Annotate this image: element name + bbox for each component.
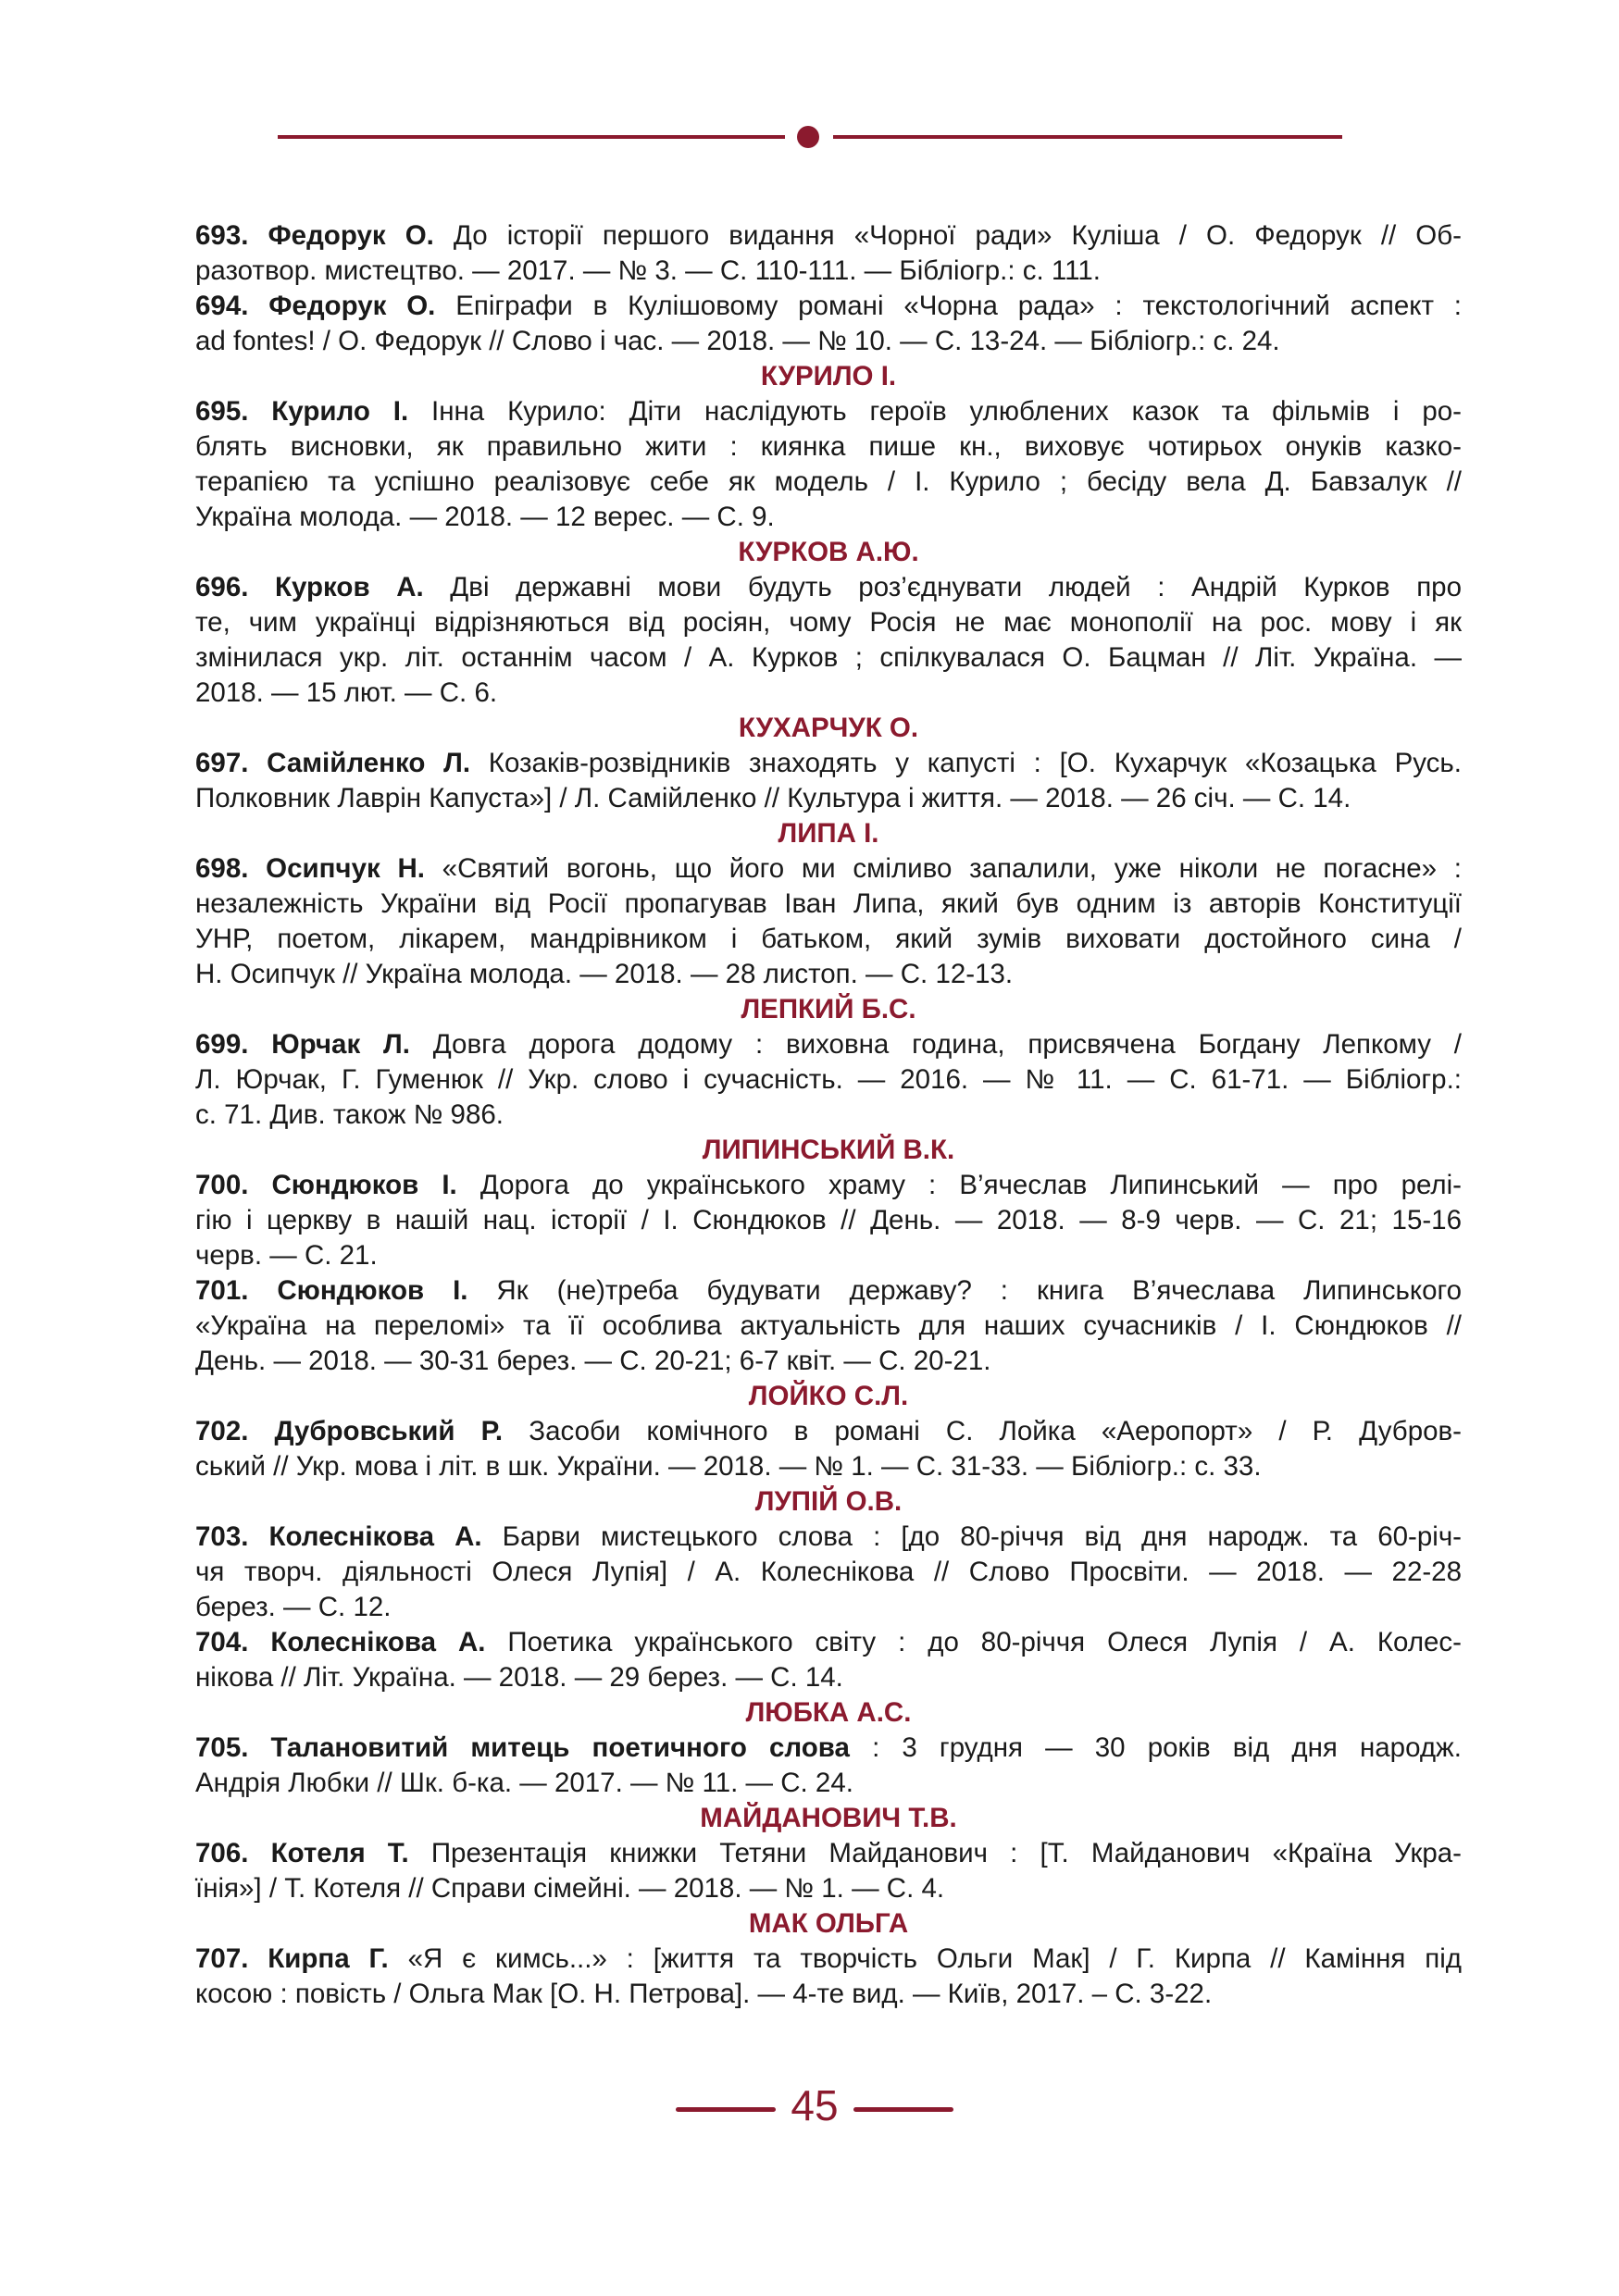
entry-line — [195, 394, 1462, 429]
section-heading: МАЙДАНОВИЧ Т.В. — [700, 1803, 957, 1833]
entry-text: Дорога до українського храму : В’ячеслав Липинський — про релі- — [456, 1170, 1462, 1200]
entry-text: с. 71. Див. також № 986. — [195, 1099, 504, 1130]
entry-text: разотвор. мистецтво. — 2017. — № 3. — С. 110-111. — Бібліогр.: с. 111. — [195, 255, 1101, 286]
ornament-line-left — [278, 135, 785, 139]
bibliography-entry — [195, 1836, 1462, 1906]
bibliography-entry — [195, 1027, 1462, 1133]
entry-line — [195, 1871, 1462, 1906]
entry-line — [195, 957, 1462, 992]
entry-line — [195, 851, 1462, 887]
bibliography-entry — [195, 1273, 1462, 1379]
entry-line — [195, 781, 1462, 816]
entry-line — [195, 1766, 1462, 1801]
entry-text: Епіграфи в Кулішовому романі «Чорна рада» : текстологічний аспект : — [435, 291, 1463, 321]
section-heading: ЛУПІЙ О.В. — [754, 1486, 903, 1517]
entry-author: 702. Дубровський Р. — [195, 1416, 504, 1446]
entry-author: 704. Колеснікова А. — [195, 1627, 486, 1657]
entry-text: УНР, поетом, лікарем, мандрівником і батьком, який зумів виховати достойного сина / — [195, 924, 1462, 954]
bibliography-entry — [195, 1168, 1462, 1273]
entry-line — [195, 1098, 1462, 1133]
entry-text: 2018. — 15 лют. — С. 6. — [195, 677, 498, 708]
entry-text: чя творч. діяльності Олеся Лупія] / А. Колеснікова // Слово Просвіти. — 2018. — 22-28 — [195, 1557, 1462, 1587]
entry-line — [195, 218, 1462, 254]
entry-text: Л. Юрчак, Г. Гуменюк // Укр. слово і сучасність. — 2016. — № 11. — С. 61-71. — Бібліогр.: — [195, 1064, 1462, 1095]
entry-line — [195, 1731, 1462, 1766]
page-footer — [0, 2080, 1619, 2136]
section-heading: КУХАРЧУК О. — [738, 713, 919, 743]
section-heading: КУРКОВ А.Ю. — [738, 537, 919, 567]
entry-text: черв. — С. 21. — [195, 1240, 378, 1271]
entry-line — [195, 1555, 1462, 1590]
entry-line — [195, 640, 1462, 676]
entry-text: Україна молода. — 2018. — 12 верес. — С. 9. — [195, 502, 775, 532]
entry-text: Довга дорога додому : виховна година, присвячена Богдану Лепкому / — [409, 1029, 1462, 1060]
entry-line — [195, 922, 1462, 957]
entry-author: 695. Курило І. — [195, 396, 409, 427]
entry-line — [195, 1273, 1462, 1309]
bibliography-entry — [195, 289, 1462, 359]
entry-line — [195, 746, 1462, 781]
entry-text: гію і церкву в нашій нац. історії / І. Сюндюков // День. — 2018. — 8-9 черв. — С. 21; 15-16 — [195, 1205, 1462, 1235]
entry-text: ський // Укр. мова і літ. в шк. України. — 2018. — № 1. — С. 31-33. — Бібліогр.: с. 33. — [195, 1451, 1262, 1482]
entry-line — [195, 1203, 1462, 1238]
entry-line — [195, 429, 1462, 465]
entry-text: Козаків-розвідників знаходять у капусті : [О. Кухарчук «Козацька Русь. — [470, 748, 1462, 778]
section-heading: ЛОЙКО С.Л. — [748, 1381, 909, 1411]
entry-line — [195, 1238, 1462, 1273]
entry-text: День. — 2018. — 30-31 берез. — С. 20-21; 6-7 квіт. — С. 20-21. — [195, 1346, 991, 1376]
entry-author: 705. Талановитий митець поетичного слова — [195, 1732, 850, 1763]
entry-text: Засоби комічного в романі С. Лойка «Аеропорт» / Р. Дубров- — [503, 1416, 1462, 1446]
bibliography-entry — [195, 1520, 1462, 1625]
bibliography-entry — [195, 1942, 1462, 2012]
entry-text: косою : повість / Ольга Мак [О. Н. Петрова]. — 4-те вид. — Київ, 2017. – С. 3-22. — [195, 1979, 1213, 2009]
section-heading: ЛИПИНСЬКИЙ В.К. — [702, 1135, 955, 1165]
bibliography-entry — [195, 746, 1462, 816]
bibliography-entry — [195, 1625, 1462, 1695]
entry-line — [195, 1520, 1462, 1555]
entry-line — [195, 1062, 1462, 1098]
entry-line — [195, 1168, 1462, 1203]
section-heading: ЛИПА І. — [778, 818, 879, 849]
entry-line — [195, 1660, 1462, 1695]
bibliography-list — [195, 218, 1462, 2012]
page-number: 45 — [791, 2081, 839, 2129]
section-heading: МАК ОЛЬГА — [748, 1908, 909, 1939]
entry-line — [195, 1344, 1462, 1379]
entry-text: берез. — С. 12. — [195, 1592, 392, 1622]
entry-line — [195, 289, 1462, 324]
bibliography-entry — [195, 218, 1462, 289]
entry-line — [195, 1027, 1462, 1062]
entry-text: Дві державні мови будуть роз’єднувати людей : Андрій Курков про — [423, 572, 1462, 602]
entry-line — [195, 1977, 1462, 2012]
entry-line — [195, 324, 1462, 359]
entry-text: Поетика українського світу : до 80-річчя Олеся Лупія / А. Колес- — [485, 1627, 1463, 1657]
entry-author: 700. Сюндюков І. — [195, 1170, 457, 1200]
ornament-dot — [797, 126, 819, 148]
entry-author: 703. Колеснікова А. — [195, 1521, 482, 1552]
entry-text: блять висновки, як правильно жити : киянка пише кн., виховує чотирьох онуків казко- — [195, 431, 1462, 462]
entry-text: їнія»] / Т. Котеля // Справи сімейні. — 2018. — № 1. — С. 4. — [195, 1873, 945, 1904]
entry-text: «Україна на переломі» та її особлива актуальність для наших сучасників / І. Сюндюков // — [195, 1310, 1462, 1341]
entry-line — [195, 605, 1462, 640]
entry-text: незалежність України від Росії пропагував Іван Липа, який був одним із авторів Конституції — [195, 888, 1462, 919]
entry-author: 706. Котеля Т. — [195, 1838, 409, 1868]
entry-line — [195, 1590, 1462, 1625]
section-heading: ЛЮБКА А.С. — [745, 1697, 912, 1728]
entry-line — [195, 570, 1462, 605]
entry-line — [195, 500, 1462, 535]
section-heading: ЛЕПКИЙ Б.С. — [741, 994, 916, 1024]
entry-author: 701. Сюндюков І. — [195, 1275, 468, 1306]
entry-text: : 3 грудня — 30 років від дня народж. — [849, 1732, 1462, 1763]
entry-line — [195, 1836, 1462, 1871]
entry-text: Полковник Лаврін Капуста»] / Л. Самійленко // Культура і життя. — 2018. — 26 січ. — С. 14. — [195, 783, 1351, 813]
bibliography-entry — [195, 851, 1462, 992]
entry-text: нікова // Літ. Україна. — 2018. — 29 берез. — С. 14. — [195, 1662, 843, 1693]
entry-text: Інна Курило: Діти наслідують героїв улюблених казок та фільмів і ро- — [408, 396, 1462, 427]
entry-author: 693. Федорук О. — [195, 220, 434, 251]
entry-line — [195, 1942, 1462, 1977]
entry-line — [195, 676, 1462, 711]
entry-line — [195, 254, 1462, 289]
ornament-line-right — [833, 135, 1342, 139]
section-heading: КУРИЛО І. — [760, 361, 897, 391]
entry-author: 697. Самійленко Л. — [195, 748, 471, 778]
entry-author: 707. Кирпа Г. — [195, 1943, 389, 1974]
entry-line — [195, 1625, 1462, 1660]
bibliography-entry — [195, 394, 1462, 535]
footer-line-right — [853, 2107, 953, 2112]
entry-text: «Я є кимсь...» : [життя та творчість Ольги Мак] / Г. Кирпа // Каміння під — [388, 1943, 1462, 1974]
entry-author: 699. Юрчак Л. — [195, 1029, 410, 1060]
entry-text: терапією та успішно реалізовує себе як модель / І. Курило ; бесіду вела Д. Бавзалук // — [195, 466, 1462, 497]
bibliography-entry — [195, 570, 1462, 711]
entry-text: Андрія Любки // Шк. б-ка. — 2017. — № 11. — С. 24. — [195, 1768, 853, 1798]
footer-line-left — [676, 2107, 776, 2112]
top-ornament — [278, 126, 1342, 148]
entry-text: До історії першого видання «Чорної ради» Куліша / О. Федорук // Об- — [433, 220, 1462, 251]
entry-author: 696. Курков А. — [195, 572, 424, 602]
entry-text: ad fontes! / О. Федорук // Слово і час. — 2018. — № 10. — С. 13-24. — Бібліогр.: с. 24. — [195, 326, 1280, 356]
entry-author: 698. Осипчук Н. — [195, 853, 425, 884]
entry-line — [195, 1309, 1462, 1344]
entry-author: 694. Федорук О. — [195, 291, 436, 321]
entry-text: те, чим українці відрізняються від росіян, чому Росія не має монополії на рос. мову і як — [195, 607, 1462, 638]
bibliography-entry — [195, 1414, 1462, 1484]
entry-text: «Святий вогонь, що його ми сміливо запалили, уже ніколи не погасне» : — [424, 853, 1462, 884]
entry-text: Презентація книжки Тетяни Майданович : [Т. Майданович «Країна Укра- — [408, 1838, 1462, 1868]
bibliography-entry — [195, 1731, 1462, 1801]
entry-text: Н. Осипчук // Україна молода. — 2018. — 28 листоп. — С. 12-13. — [195, 959, 1014, 989]
entry-line — [195, 887, 1462, 922]
entry-text: змінилася укр. літ. останнім часом / А. Курков ; спілкувалася О. Бацман // Літ. Україна. — — [195, 642, 1462, 673]
entry-line — [195, 1449, 1462, 1484]
entry-text: Барви мистецького слова : [до 80-річчя від дня народж. та 60-річ- — [481, 1521, 1463, 1552]
entry-line — [195, 465, 1462, 500]
entry-line — [195, 1414, 1462, 1449]
entry-text: Як (не)треба будувати державу? : книга В’ячеслава Липинського — [467, 1275, 1462, 1306]
